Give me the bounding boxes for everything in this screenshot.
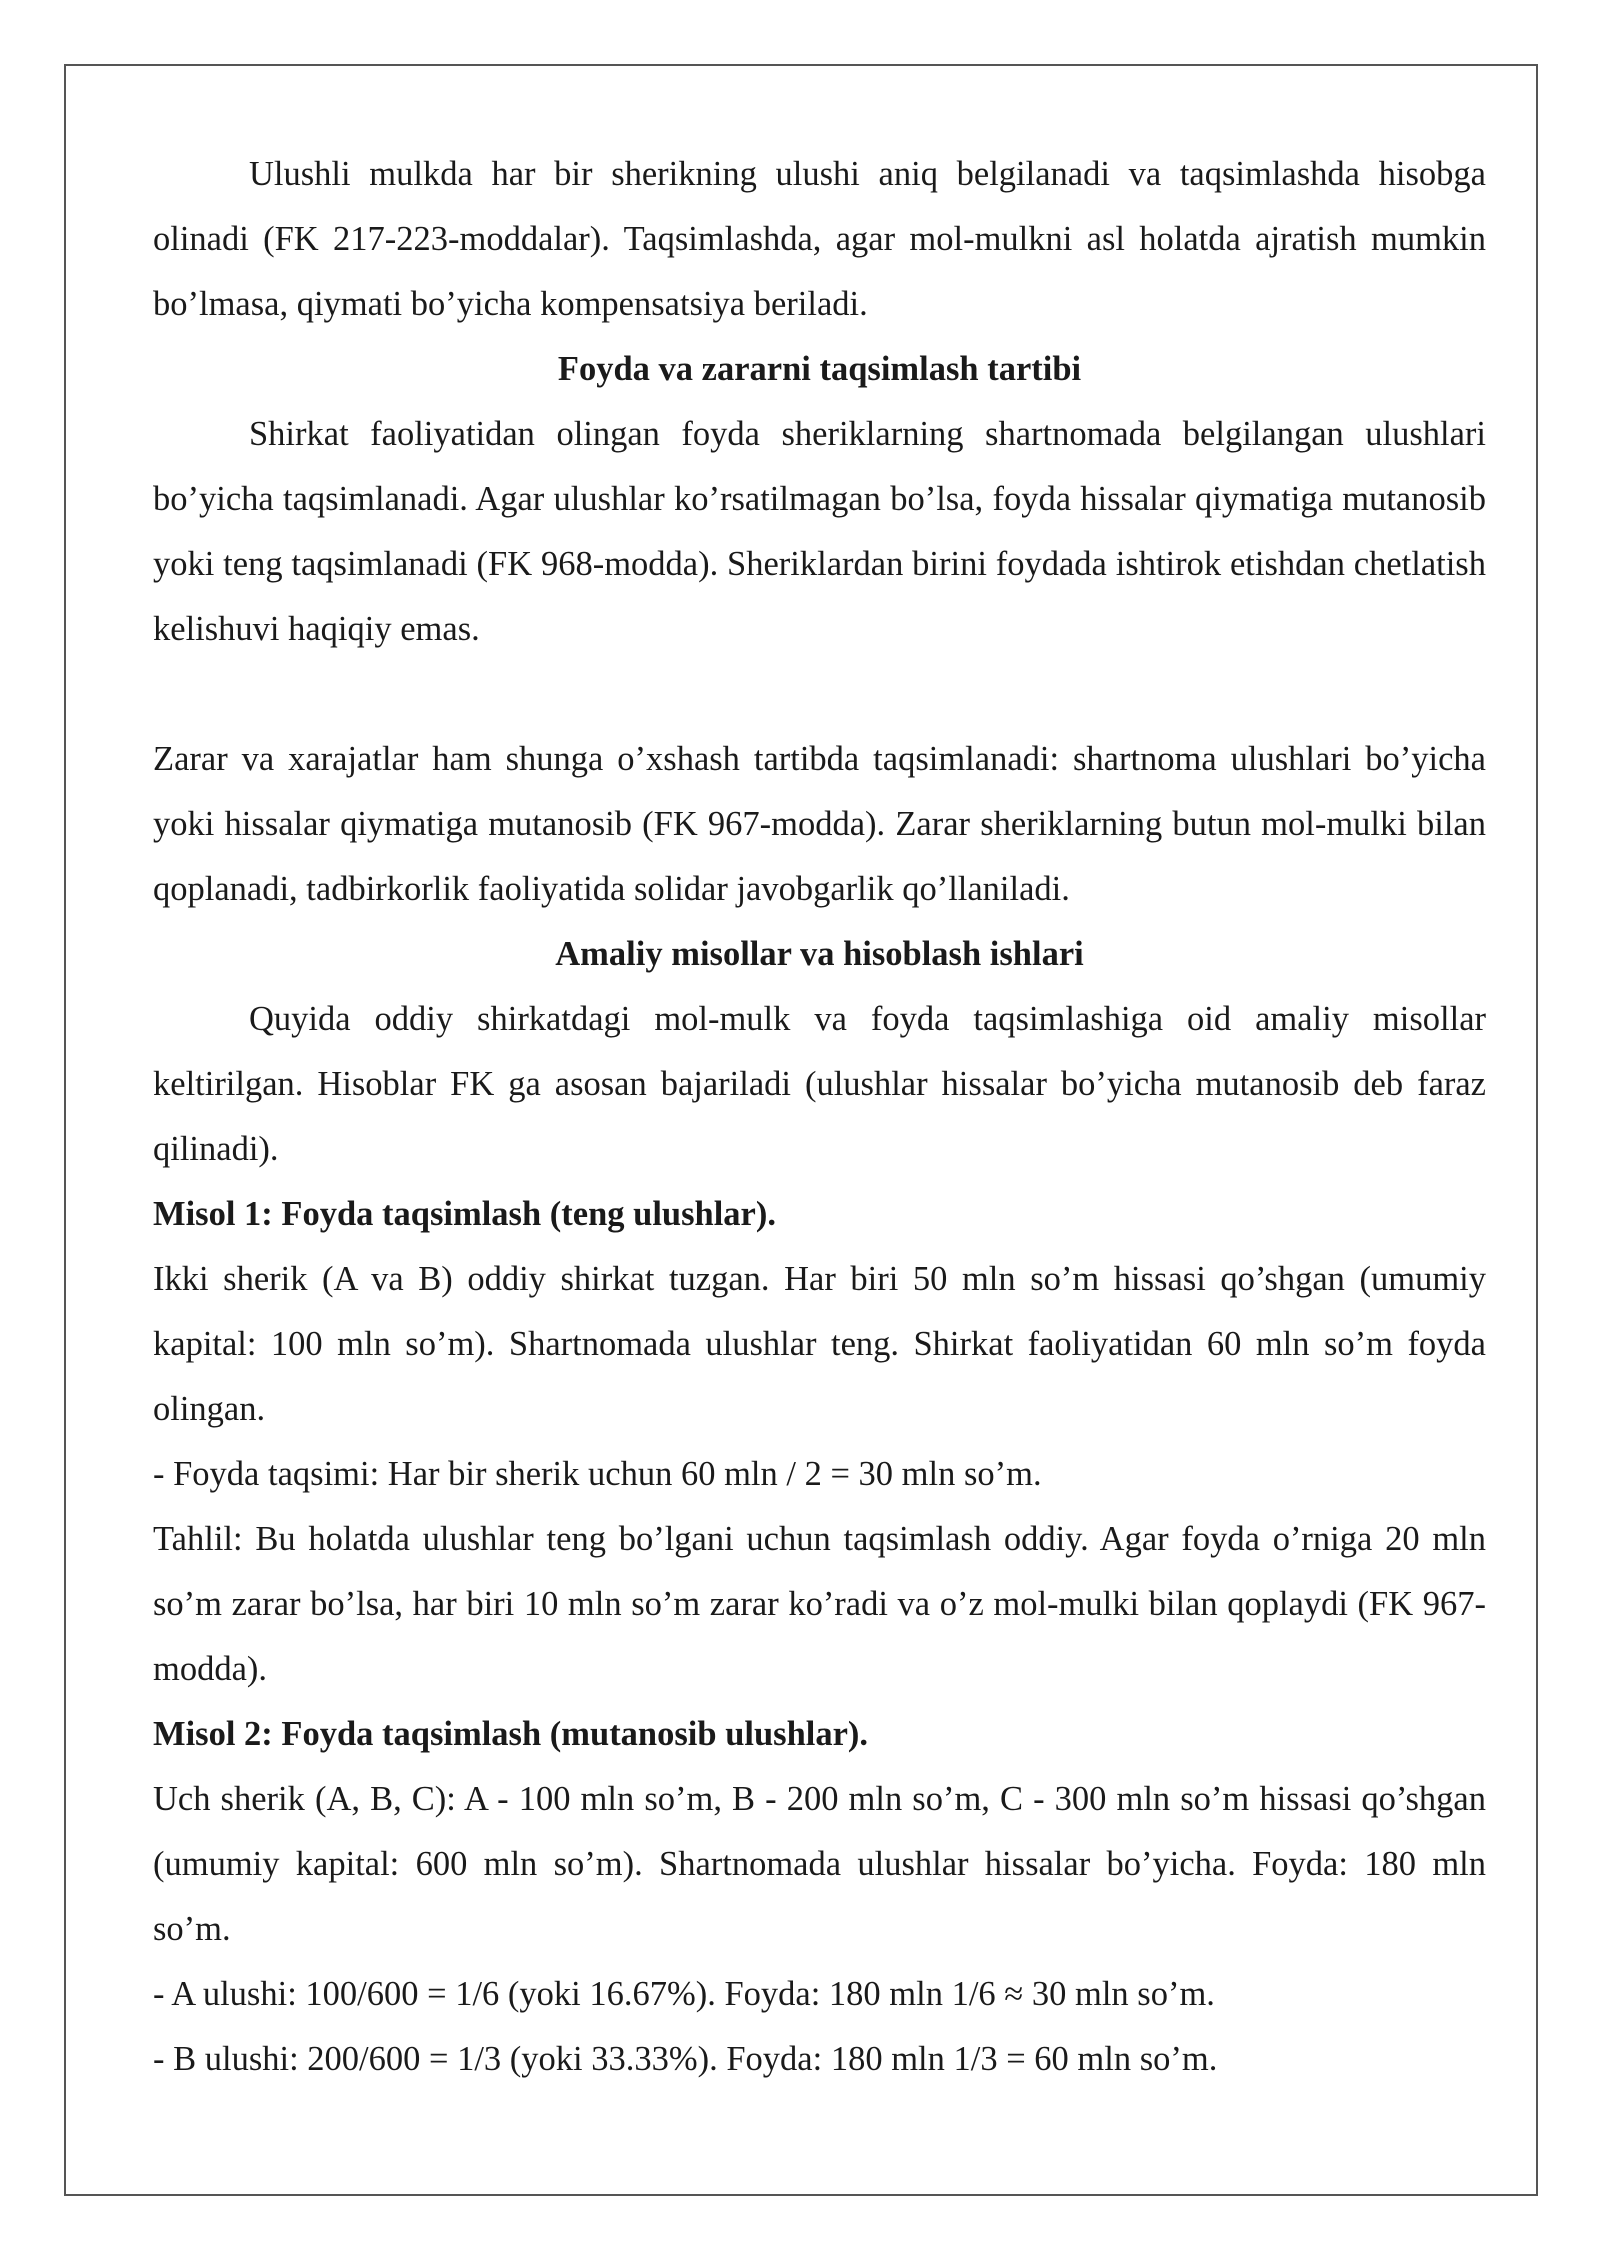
paragraph-zarar: Zarar va xarajatlar ham shunga o’xshash tartibda taqsimlanadi: shartnoma ulushlari bo’yicha yoki hissalar qiymatiga mutanosib (FK 967-modda). Zarar sheriklarning butun mol-mulki bilan qoplanadi, tadbirkorlik faoliyatida solidar javobgarlik qo’llaniladi. xyxy=(153,740,1486,908)
blank-line xyxy=(153,662,1486,727)
misol-1-foyda-taqsimi: - Foyda taqsimi: Har bir sherik uchun 60 mln / 2 = 30 mln so’m. xyxy=(153,1455,1042,1493)
misol-1-title: Misol 1: Foyda taqsimlash (teng ulushlar). xyxy=(153,1195,776,1233)
misol-1-tahlil: Tahlil: Bu holatda ulushlar teng bo’lgani uchun taqsimlash oddiy. Agar foyda o’rniga 20 mln so’m zarar bo’lsa, har biri 10 mln so’m zarar ko’radi va o’z mol-mulki bilan qoplaydi (FK 967-modda). xyxy=(153,1520,1486,1688)
heading-amaliy-misollar: Amaliy misollar va hisoblash ishlari xyxy=(555,935,1084,973)
misol-2-a-ulushi: - A ulushi: 100/600 = 1/6 (yoki 16.67%). Foyda: 180 mln 1/6 ≈ 30 mln so’m. xyxy=(153,1975,1215,2013)
misol-2-title: Misol 2: Foyda taqsimlash (mutanosib ulushlar). xyxy=(153,1715,869,1753)
paragraph-ulushli-mulk: Ulushli mulkda har bir sherikning ulushi aniq belgilanadi va taqsimlashda hisobga olinadi (FK 217-223-moddalar). Taqsimlashda, agar mol-mulkni asl holatda ajratish mumkin bo’lmasa, qiymati bo’yicha kompensatsiya beriladi. xyxy=(153,155,1486,323)
misol-1-text: Ikki sherik (A va B) oddiy shirkat tuzgan. Har biri 50 mln so’m hissasi qo’shgan (umumiy kapital: 100 mln so’m). Shartnomada ulushlar teng. Shirkat faoliyatidan 60 mln so’m foyda olingan. xyxy=(153,1260,1486,1428)
paragraph-shirkat-foyda: Shirkat faoliyatidan olingan foyda sheriklarning shartnomada belgilangan ulushlari bo’yicha taqsimlanadi. Agar ulushlar ko’rsatilmagan bo’lsa, foyda hissalar qiymatiga mutanosib yoki teng taqsimlanadi (FK 968-modda). Sheriklardan birini foydada ishtirok etishdan chetlatish kelishuvi haqiqiy emas. xyxy=(153,415,1486,648)
document-body xyxy=(153,142,1486,2092)
misol-2-b-ulushi: - B ulushi: 200/600 = 1/3 (yoki 33.33%). Foyda: 180 mln 1/3 = 60 mln so’m. xyxy=(153,2040,1218,2078)
heading-foyda-zarar: Foyda va zararni taqsimlash tartibi xyxy=(557,350,1082,388)
paragraph-quyida: Quyida oddiy shirkatdagi mol-mulk va foyda taqsimlashiga oid amaliy misollar keltirilgan. Hisoblar FK ga asosan bajariladi (ulushlar hissalar bo’yicha mutanosib deb faraz qilinadi). xyxy=(153,1000,1486,1168)
misol-2-text: Uch sherik (A, B, C): A - 100 mln so’m, B - 200 mln so’m, C - 300 mln so’m hissasi qo’shgan (umumiy kapital: 600 mln so’m). Shartnomada ulushlar hissalar bo’yicha. Foyda: 180 mln so’m. xyxy=(153,1780,1486,1948)
